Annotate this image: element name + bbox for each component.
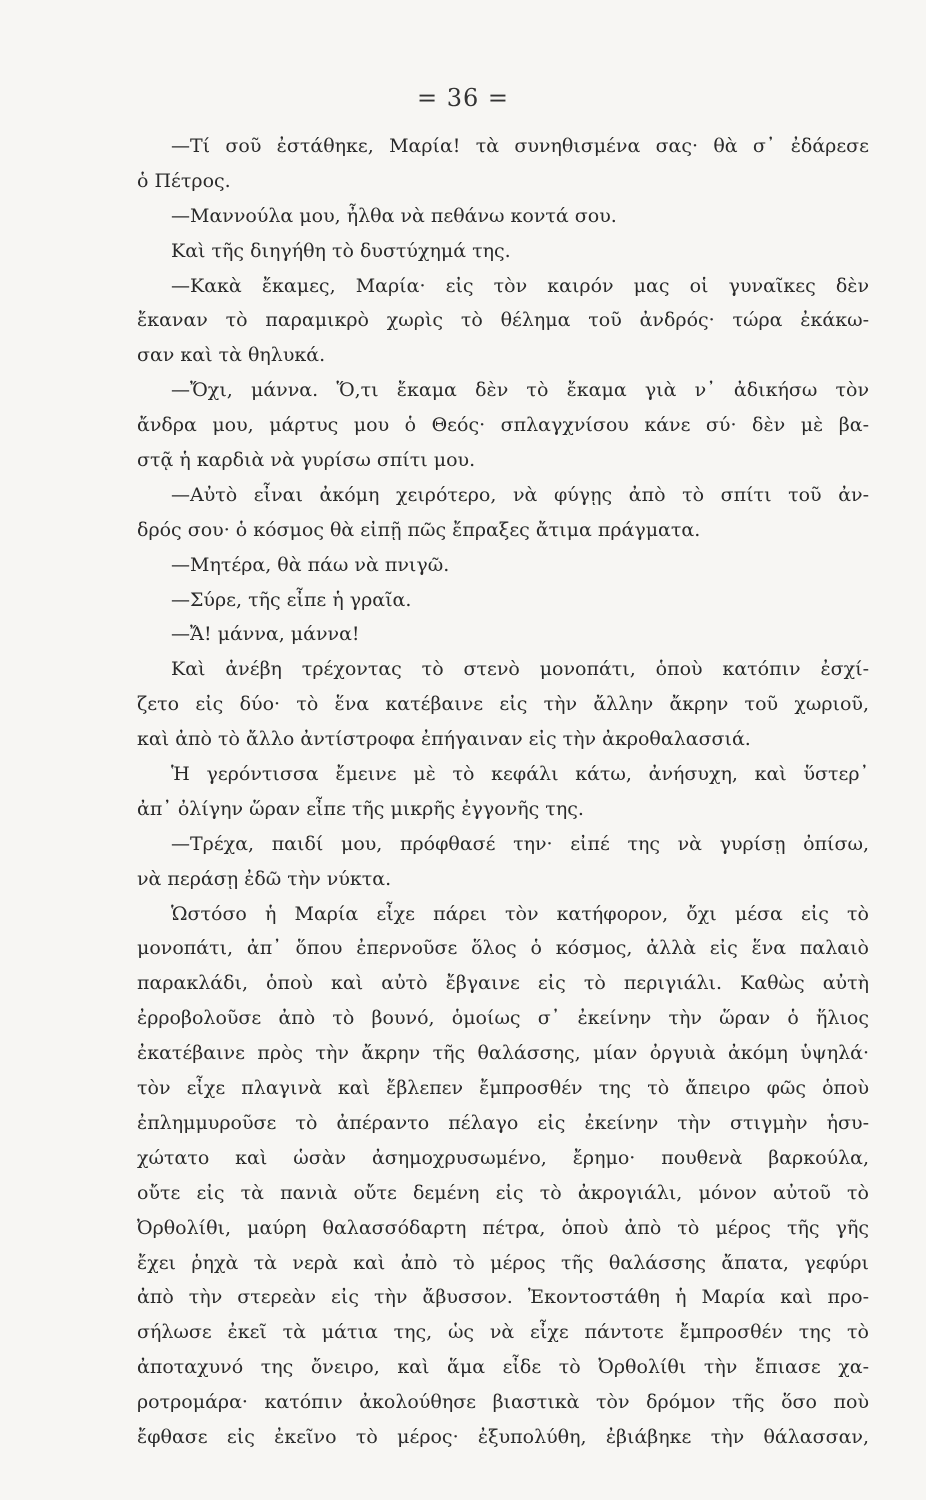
text-line: τὸν εἶχε πλαγινὰ καὶ ἔβλεπεν ἔμπροσθέν της τὸ ἄπειρο φῶς ὁποὺ <box>137 1077 869 1100</box>
text-line: ἐπλημμυροῦσε τὸ ἀπέραντο πέλαγο εἰς ἐκείνην τὴν στιγμὴν ἡσυ- <box>137 1111 869 1134</box>
text-line: Καὶ τῆς διηγήθη τὸ δυστύχημά της. <box>171 239 511 262</box>
text-line: —Ἄ! μάννα, μάννα! <box>171 623 360 646</box>
text-line: —Μαννούλα μου, ἦλθα νὰ πεθάνω κοντά σου. <box>171 204 617 227</box>
text-line: ἀπ᾽ ὀλίγην ὥραν εἶπε τῆς μικρῆς ἐγγονῆς της. <box>137 797 584 820</box>
text-line: καὶ ἀπὸ τὸ ἄλλο ἀντίστροφα ἐπήγαιναν εἰς τὴν ἀκροθαλασσιά. <box>137 728 751 751</box>
text-line: —Μητέρα, θὰ πάω νὰ πνιγῶ. <box>171 553 450 576</box>
text-line: δρός σου· ὁ κόσμος θὰ εἰπῇ πῶς ἔπραξες ἄτιμα πράγματα. <box>137 518 701 541</box>
text-line: —Τί σοῦ ἐστάθηκε, Μαρία! τὰ συνηθισμένα σας· θὰ σ᾽ ἐδάρεσε <box>171 135 869 157</box>
text-line: ἐκατέβαινε πρὸς τὴν ἄκρην τῆς θαλάσσης, μίαν ὀργυιὰ ἀκόμη ὑψηλά· <box>137 1042 869 1065</box>
text-line: ζετο εἰς δύο· τὸ ἕνα κατέβαινε εἰς τὴν ἄλλην ἄκρην τοῦ χωριοῦ, <box>137 693 869 716</box>
text-line: —Κακὰ ἔκαμες, Μαρία· εἰς τὸν καιρόν μας οἱ γυναῖκες δὲν <box>171 274 869 297</box>
text-line: σαν καὶ τὰ θηλυκά. <box>137 344 326 367</box>
text-line: ἔχει ῥηχὰ τὰ νερὰ καὶ ἀπὸ τὸ μέρος τῆς θαλάσσης ἄπατα, γεφύρι <box>137 1251 869 1274</box>
text-line: σήλωσε ἐκεῖ τὰ μάτια της, ὡς νὰ εἶχε πάντοτε ἔμπροσθέν της τὸ <box>137 1321 869 1344</box>
text-line: οὔτε εἰς τὰ πανιὰ οὔτε δεμένη εἰς τὸ ἀκρογιάλι, μόνον αὐτοῦ τὸ <box>137 1181 869 1204</box>
text-line: μονοπάτι, ἀπ᾽ ὅπου ἐπερνοῦσε ὅλος ὁ κόσμος, ἀλλὰ εἰς ἕνα παλαιὸ <box>137 937 869 960</box>
text-line: —Σύρε, τῆς εἶπε ἡ γραῖα. <box>171 588 412 611</box>
page-number: = 36 = <box>416 84 509 112</box>
text-line: ὁ Πέτρος. <box>137 169 231 192</box>
text-line: ἀποταχυνό της ὄνειρο, καὶ ἅμα εἶδε τὸ Ὀρθολίθι τὴν ἔπιασε χα- <box>137 1356 869 1379</box>
text-line: ἀπὸ τὴν στερεὰν εἰς τὴν ἄβυσσον. Ἐκοντοστάθη ἡ Μαρία καὶ προ- <box>137 1286 869 1309</box>
text-line: —Ὄχι, μάννα. Ὅ,τι ἔκαμα δὲν τὸ ἔκαμα γιὰ ν᾽ ἀδικήσω τὸν <box>171 379 869 402</box>
text-line: ἐρροβολοῦσε ἀπὸ τὸ βουνό, ὁμοίως σ᾽ ἐκείνην τὴν ὥραν ὁ ἥλιος <box>137 1007 869 1030</box>
text-line: παρακλάδι, ὁποὺ καὶ αὐτὸ ἔβγαινε εἰς τὸ περιγιάλι. Καθὼς αὐτὴ <box>137 972 869 995</box>
text-line: ροτρομάρα· κατόπιν ἀκολούθησε βιαστικὰ τὸν δρόμον τῆς ὅσο ποὺ <box>137 1391 869 1414</box>
text-line: νὰ περάσῃ ἐδῶ τὴν νύκτα. <box>137 867 392 890</box>
text-line: Ὀρθολίθι, μαύρη θαλασσόδαρτη πέτρα, ὁποὺ ἀπὸ τὸ μέρος τῆς γῆς <box>137 1216 869 1239</box>
text-line: ἔκαναν τὸ παραμικρὸ χωρὶς τὸ θέλημα τοῦ ἀνδρός· τώρα ἐκάκω- <box>137 309 869 332</box>
text-line: Ὡστόσο ἡ Μαρία εἶχε πάρει τὸν κατήφορον, ὄχι μέσα εἰς τὸ <box>171 902 869 925</box>
text-line: Ἡ γερόντισσα ἔμεινε μὲ τὸ κεφάλι κάτω, ἀνήσυχη, καὶ ὕστερ᾽ <box>171 763 869 786</box>
text-line: —Τρέχα, παιδί μου, πρόφθασέ την· εἰπέ της νὰ γυρίσῃ ὀπίσω, <box>171 832 869 855</box>
text-line: χώτατο καὶ ὡσὰν ἀσημοχρυσωμένο, ἔρημο· πουθενὰ βαρκούλα, <box>137 1146 869 1169</box>
text-line: —Αὐτὸ εἶναι ἀκόμη χειρότερο, νὰ φύγῃς ἀπὸ τὸ σπίτι τοῦ ἀν- <box>171 483 869 506</box>
text-line: Καὶ ἀνέβη τρέχοντας τὸ στενὸ μονοπάτι, ὁποὺ κατόπιν ἐσχί- <box>171 658 869 681</box>
text-line: στᾷ ἡ καρδιὰ νὰ γυρίσω σπίτι μου. <box>137 449 476 472</box>
body-text <box>137 129 869 1455</box>
text-line: ἄνδρα μου, μάρτυς μου ὁ Θεός· σπλαγχνίσου κάνε σύ· δὲν μὲ βα- <box>137 414 869 437</box>
text-line: ἔφθασε εἰς ἐκεῖνο τὸ μέρος· ἐξυπολύθη, ἐβιάβηκε τὴν θάλασσαν, <box>137 1425 869 1448</box>
